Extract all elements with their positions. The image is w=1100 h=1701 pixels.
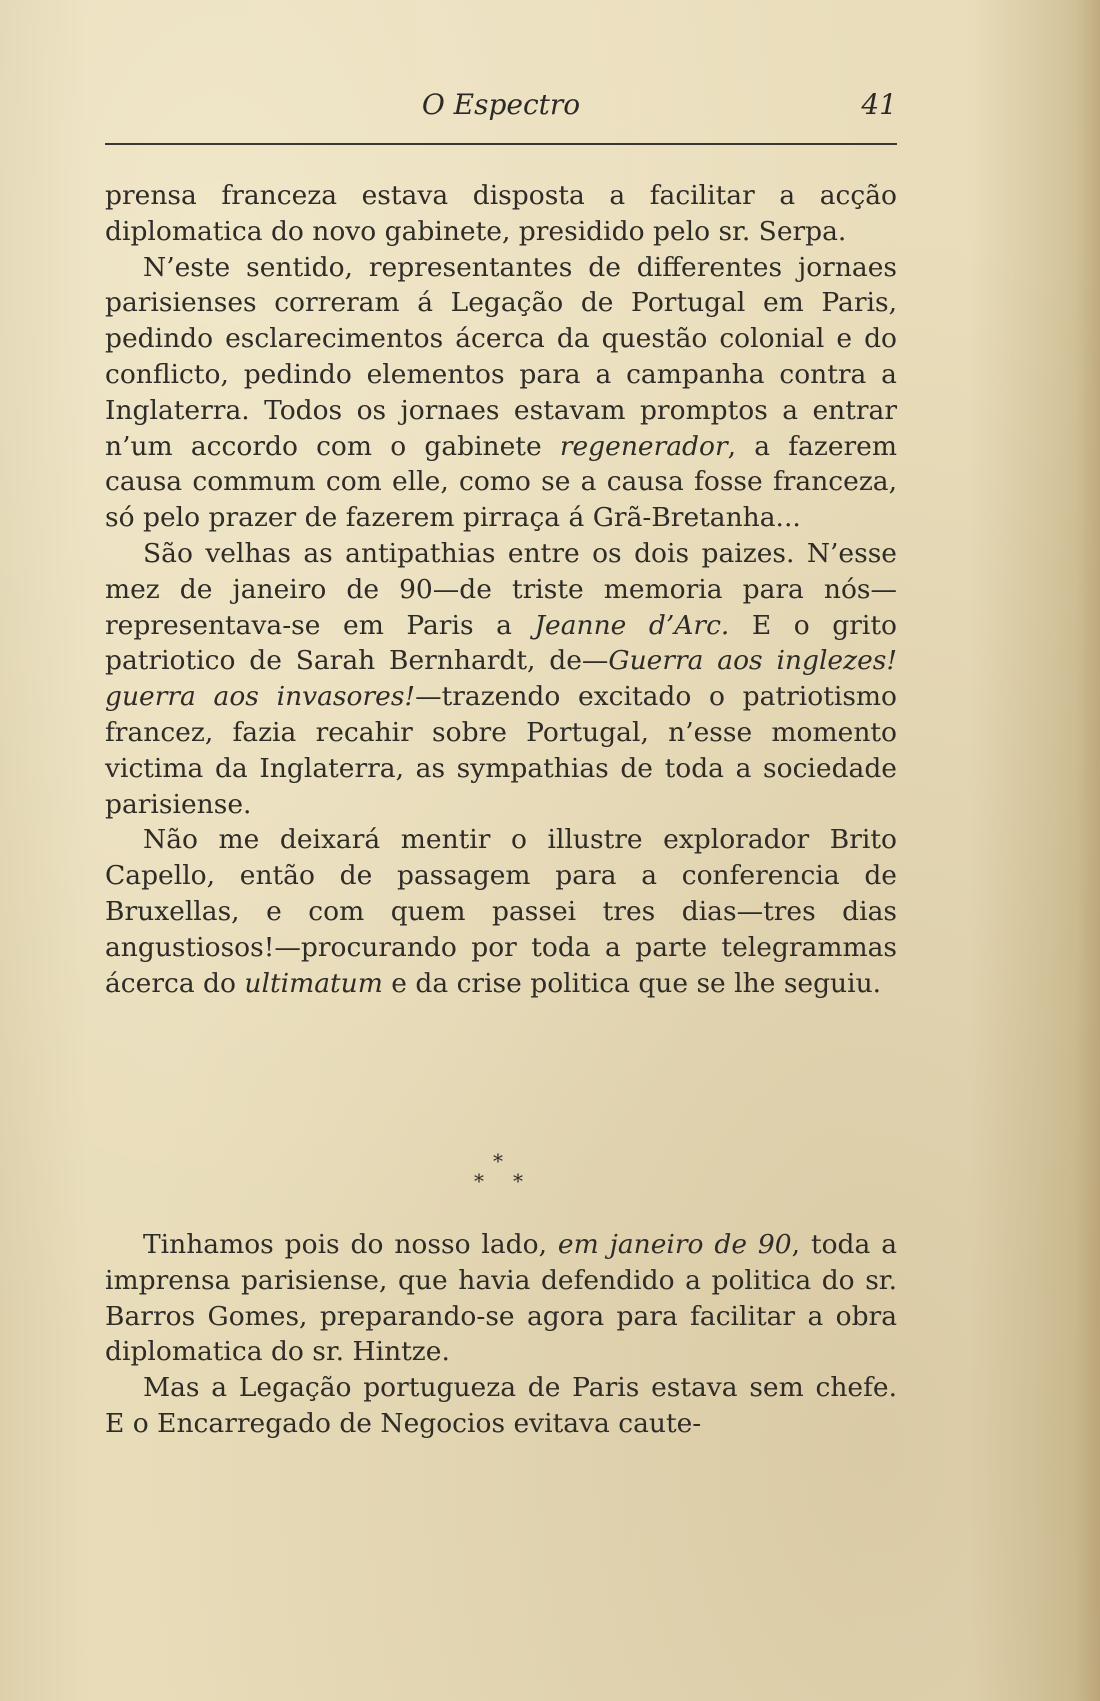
- running-head: [105, 88, 897, 128]
- text-run: Não me deixará mentir o illustre explorador Brito Capello, então de passagem para a conferencia de Bruxellas, e com quem passei tres dias—tres dias angustiosos!—procurando por toda a parte telegrammas ácerca do: [105, 824, 897, 999]
- section-separator: [451, 1151, 551, 1201]
- separator-star: *: [474, 1169, 484, 1193]
- text-run: N’este sentido, representantes de differentes jornaes parisienses correram á Legação de Portugal em Paris, pedindo esclarecimentos ácerca da questão colonial e do conflicto, pedindo elementos para a campanha contra a Inglaterra. Todos os jornaes estavam promptos a entrar n’um accordo com o gabinete: [105, 251, 897, 462]
- text-run: —trazendo excitado o patriotismo francez, fazia recahir sobre Portugal, n’esse momento victima da Inglaterra, as sympathias de toda a sociedade parisiense.: [105, 681, 898, 820]
- paragraph: [105, 822, 897, 1001]
- text-run: São velhas as antipathias entre os dois paizes. N’esse mez de janeiro de 90—de triste memoria para nós—representava-se em Paris a: [105, 537, 897, 641]
- paragraph: [105, 250, 897, 536]
- text-run: E o grito patriotico de Sarah Bernhardt, de—: [105, 609, 897, 677]
- text-run: e da crise politica que se lhe seguiu.: [382, 967, 882, 999]
- italic-text: Jeanne d’Arc.: [534, 609, 730, 641]
- page-number: 41: [861, 88, 897, 121]
- text-run: prensa franceza estava disposta a facilitar a acção diplomatica do novo gabinete, presidido pelo sr. Serpa.: [105, 180, 897, 247]
- italic-text: regenerador: [559, 430, 728, 462]
- italic-text: Guerra aos inglezes! guerra aos invasores!: [105, 645, 898, 713]
- paragraph: [105, 1370, 897, 1442]
- text-run: , a fazerem causa commum com elle, como se a causa fosse franceza, só pelo prazer de fazerem pirraça á Grã-Bretanha...: [105, 430, 897, 534]
- paragraph: [105, 536, 897, 822]
- header-rule: [105, 143, 897, 145]
- page-edge-shadow: [1076, 0, 1100, 1701]
- separator-star: *: [493, 1149, 503, 1173]
- text-run: , toda a imprensa parisiense, que havia defendido a politica do sr. Barros Gomes, preparando-se agora para facilitar a obra diplomatica do sr. Hintze.: [105, 1229, 898, 1368]
- running-title: O Espectro: [421, 88, 581, 121]
- text-run: Tinhamos pois do nosso lado,: [143, 1229, 558, 1260]
- separator-star: *: [513, 1169, 523, 1193]
- paragraph: [105, 178, 897, 250]
- italic-text: ultimatum: [244, 967, 383, 999]
- italic-text: em janeiro de 90: [557, 1229, 792, 1260]
- body-text-lower: [105, 1227, 897, 1442]
- text-run: Mas a Legação portugueza de Paris estava sem chefe. E o Encarregado de Negocios evitava caute-: [105, 1372, 897, 1439]
- paragraph: [105, 1227, 897, 1370]
- body-text-upper: [105, 178, 897, 1001]
